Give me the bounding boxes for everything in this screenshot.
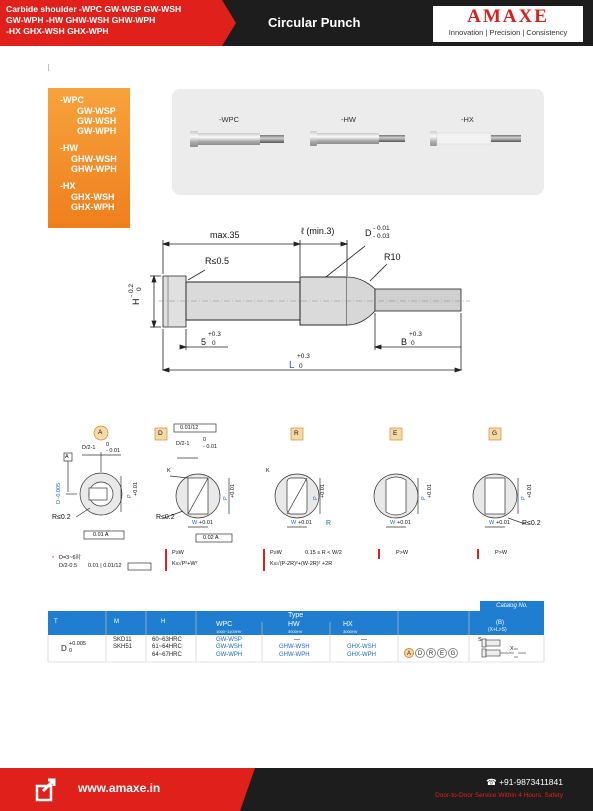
material-cell: SKH51 [113, 644, 133, 650]
footer-phone-number: +91-9873411841 [499, 777, 563, 787]
view-a-p-tol: +0.01 [133, 482, 139, 496]
type-code: GHX-WPH [71, 202, 115, 212]
view-d-condition: K≤√P²+W² [172, 561, 198, 567]
col-b: (B) [496, 620, 504, 626]
view-r-w-tol: +0.01 [298, 520, 312, 526]
share-arrow-icon [34, 775, 64, 805]
col-wpc-hardness: 1000~1100HV [216, 629, 242, 634]
shape-badge: G [448, 648, 458, 658]
view-a-p: P [127, 494, 133, 498]
shape-badge: E [437, 648, 447, 658]
phone-icon: ☎ [486, 777, 500, 787]
dim-h-tol: - 0.2 [128, 283, 135, 297]
view-d-half-tol-lower: - 0.01 [203, 444, 218, 450]
view-d-tol-box: 0.02 A [203, 535, 219, 541]
hardness-cell: 60~63HRC [152, 637, 182, 643]
view-r-condition: K≤√(P-2R)²+(W-2R)² +2R [270, 561, 333, 567]
view-a-half-dim: D/2-1 [82, 445, 96, 451]
dim-d-tol-lower: - 0.03 [373, 233, 390, 240]
view-a-half-tol-lower: - 0.01 [106, 448, 121, 454]
hardness-cell: 64~67HRC [152, 652, 182, 658]
view-e-p: P [421, 496, 427, 500]
view-r-condition: 0.15 ≤ R < W/2 [305, 550, 342, 556]
dim-overall-tol: +0.3 [297, 353, 310, 360]
type-code: GW-WPH [77, 126, 117, 136]
view-r-p: P [313, 496, 319, 500]
hardness-cell: 61~64HRC [152, 644, 182, 650]
dim-b-label: B [401, 337, 408, 347]
view-g-badge: G [492, 430, 498, 437]
view-a-note-star: * [52, 556, 55, 562]
footer-service-note: Door-to-Door Service Within 4 Hours. Safety [435, 792, 563, 799]
view-d-condition: P≥W [172, 550, 184, 556]
photo-label-wpc: -WPC [219, 115, 239, 124]
material-cell: SKD11 [113, 637, 132, 643]
hx-code-cell: — [361, 637, 367, 643]
view-g-p: P [521, 496, 527, 500]
photo-label-hw: -HW [341, 115, 356, 124]
view-e-badge: E [393, 430, 398, 437]
dim-overall-tol-zero: 0 [299, 363, 303, 370]
view-g-p-tol: +0.01 [527, 484, 533, 498]
row-d-tol-upper: +0.005 [69, 641, 86, 647]
view-e-condition: P>W [396, 550, 409, 556]
product-codes-line: GW-WPH -HW GHW-WSH GHW-WPH [6, 15, 156, 25]
shape-badge: R [426, 648, 436, 658]
view-d-w: W [192, 520, 198, 526]
view-e-p-tol: +0.01 [427, 484, 433, 498]
col-hw-hardness: 3000HV [288, 629, 303, 634]
col-hw: HW [288, 621, 300, 628]
view-g-w: W [489, 520, 495, 526]
col-hx-hardness: 3000HV [343, 629, 358, 634]
type-group-label: -HW [60, 143, 78, 153]
wpc-code-cell: GW-WPH [216, 652, 243, 658]
dim-land-length: ℓ (min.3) [301, 226, 335, 236]
shape-badge: D [415, 648, 425, 658]
type-code: GHW-WSH [71, 154, 117, 164]
view-d-radius: R≤0.2 [156, 514, 175, 521]
type-code: GHX-WSH [71, 192, 115, 202]
view-r-radius: R [326, 520, 332, 527]
photo-label-hx: -HX [461, 115, 474, 124]
product-codes-line: Carbide shoulder -WPC GW-WSP GW-WSH [6, 4, 182, 14]
dim-taper-radius: R10 [384, 252, 401, 262]
product-codes-line: -HX GHX-WSH GHX-WPH [6, 26, 109, 36]
view-r-w: W [291, 520, 297, 526]
view-d-half-tol-upper: 0 [203, 437, 207, 443]
dim-d-label: D [365, 228, 372, 238]
punch-length-diagram [474, 637, 554, 661]
dim-shoulder-label: 5 [201, 337, 207, 347]
view-a-d-tol: D -0.005 [56, 482, 62, 504]
view-r-badge: R [294, 430, 299, 437]
col-hx: HX [343, 621, 353, 628]
hw-code-cell: — [294, 637, 300, 643]
view-g-w-tol: +0.01 [496, 520, 510, 526]
view-d-half-dim: D/2-1 [176, 441, 190, 447]
hx-code-cell: GHX-WSH [347, 644, 376, 650]
view-g-radius: R≤0.2 [522, 520, 541, 527]
type-group-label: -WPC [60, 95, 84, 105]
dim-h-tol-zero: 0 [136, 287, 143, 291]
page-footer [0, 768, 593, 811]
view-r-k: K [266, 468, 270, 474]
wpc-code-cell: GW-WSH [216, 644, 243, 650]
dim-head-radius: R≤0.5 [205, 256, 229, 266]
dim-b-tol: +0.3 [409, 331, 422, 338]
page-title: Circular Punch [268, 15, 361, 30]
view-d-p-tol: +0.01 [230, 484, 236, 498]
type-code: GHW-WPH [71, 164, 117, 174]
shape-badge: A [404, 648, 414, 658]
view-a-datum: A [65, 454, 69, 460]
hw-code-cell: GHW-WSH [279, 644, 310, 650]
view-a-half-tol-upper: 0 [106, 442, 110, 448]
type-code: GW-WSP [77, 106, 116, 116]
footer-website-link[interactable]: www.amaxe.in [78, 781, 161, 795]
dim-b-tol-zero: 0 [411, 340, 415, 347]
dim-d-tol-upper: - 0.01 [373, 225, 390, 232]
view-a-badge: A [98, 429, 103, 436]
view-d-tol-frame: 0.01/12 [180, 425, 199, 431]
wpc-code-cell: GW-WSP [216, 637, 242, 643]
col-b-note: (X+L>S) [488, 627, 507, 633]
view-e-w-tol: +0.01 [397, 520, 411, 526]
type-group-label: -HX [60, 181, 76, 191]
dim-shoulder-tol-zero: 0 [212, 340, 216, 347]
hx-code-cell: GHX-WPH [347, 652, 376, 658]
length-s-label: S [478, 637, 482, 643]
view-d-badge: D [158, 430, 163, 437]
view-d-k: K [167, 468, 171, 474]
view-a-note-line: D=3~6时 [59, 555, 82, 561]
table-header: T M H Type WPC 1000~1100HV HW 3000HV HX 3000HV (B) (X+L>S) [48, 611, 544, 635]
type-header: Type [288, 612, 304, 619]
view-e-w: W [390, 520, 396, 526]
view-g-condition: P>W [495, 550, 508, 556]
shape-badges [404, 642, 458, 660]
row-d-tol-lower: 0 [69, 648, 73, 654]
row-d: D [61, 644, 67, 653]
view-a-radius: R≤0.2 [52, 514, 71, 521]
view-d-p: P [223, 496, 229, 500]
dim-max-length: max.35 [210, 230, 240, 240]
view-r-condition: P≥W [270, 550, 282, 556]
length-x-label: X [510, 646, 514, 652]
dim-shoulder-tol: +0.3 [208, 331, 221, 338]
view-a-note-line: D/2-0.5 [59, 563, 78, 569]
footer-phone [486, 777, 563, 788]
view-a-tol-frame: 0.01 A [93, 532, 109, 538]
view-a-note-tol: 0.01 | 0.01/12 [88, 563, 122, 569]
logo-tagline: Innovation | Precision | Consistency [448, 28, 568, 37]
col-wpc: WPC [216, 621, 233, 628]
dim-h-label: H [131, 298, 141, 305]
type-code: GW-WSH [77, 116, 117, 126]
dim-overall-length: L [289, 360, 295, 371]
view-r-p-tol: +0.01 [320, 484, 326, 498]
logo-wordmark: AMAXE [467, 6, 549, 27]
hw-code-cell: GHW-WPH [279, 652, 310, 658]
view-d-w-tol: +0.01 [199, 520, 213, 526]
catalog-tab: Catalog No. [480, 601, 544, 611]
